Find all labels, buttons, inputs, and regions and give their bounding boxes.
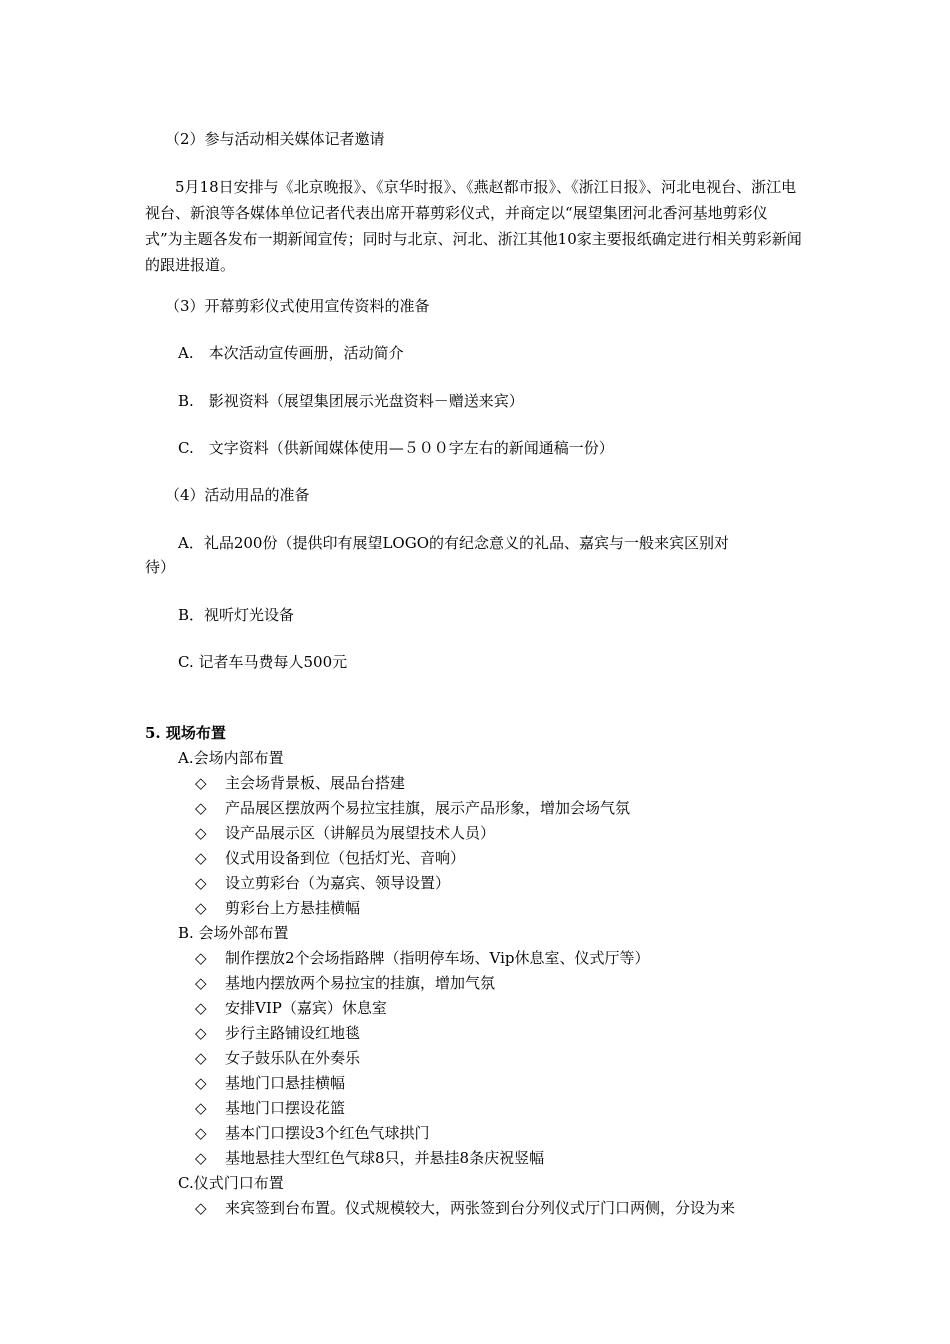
diamond-bullet-icon: ◇ — [195, 824, 207, 842]
diamond-bullet-icon: ◇ — [195, 1199, 207, 1217]
diamond-bullet-icon: ◇ — [195, 949, 207, 967]
item4-a-line1: A．礼品200份（提供印有展望LOGO的有纪念意义的礼品、嘉宾与一般来宾区别对 — [178, 534, 730, 552]
section5-c-heading: C.仪式门口布置 — [178, 1174, 284, 1192]
list-item-text: 设产品展示区（讲解员为展望技术人员） — [225, 824, 496, 842]
list-item-text: 制作摆放2个会场指路牌（指明停车场、Vip休息室、仪式厅等） — [225, 949, 650, 967]
list-item-text: 产品展区摆放两个易拉宝挂旗，展示产品形象，增加会场气氛 — [225, 799, 631, 817]
section5-c-item — [195, 1198, 735, 1218]
diamond-bullet-icon: ◇ — [195, 799, 207, 817]
list-item-text: 基地内摆放两个易拉宝的挂旗，增加气氛 — [225, 974, 496, 992]
section5-a-item — [195, 898, 360, 918]
diamond-bullet-icon: ◇ — [195, 1099, 207, 1117]
diamond-bullet-icon: ◇ — [195, 874, 207, 892]
item4-a-line2: 待） — [145, 558, 176, 576]
item3-list-a: A. 本次活动宣传画册，活动简介 — [178, 344, 404, 362]
section5-a-item — [195, 848, 465, 868]
section5-b-item — [195, 1023, 360, 1043]
item4-b: B．视听灯光设备 — [178, 606, 295, 624]
diamond-bullet-icon: ◇ — [195, 1074, 207, 1092]
diamond-bullet-icon: ◇ — [195, 1149, 207, 1167]
list-item-text: 基地悬挂大型红色气球8只，并悬挂8条庆祝竖幅 — [225, 1149, 545, 1167]
diamond-bullet-icon: ◇ — [195, 974, 207, 992]
list-item-text: 女子鼓乐队在外奏乐 — [225, 1049, 361, 1067]
section5-title: 5. 现场布置 — [145, 724, 226, 742]
item4-c: C. 记者车马费每人500元 — [178, 653, 348, 671]
list-item-text: 安排VIP（嘉宾）休息室 — [225, 999, 387, 1017]
diamond-bullet-icon: ◇ — [195, 1124, 207, 1142]
section5-b-heading: B. 会场外部布置 — [178, 924, 289, 942]
item3-list-b: B. 影视资料（展望集团展示光盘资料－赠送来宾） — [178, 392, 524, 410]
section5-b-item — [195, 973, 495, 993]
section5-b-item — [195, 1048, 360, 1068]
section5-b-item — [195, 1073, 345, 1093]
diamond-bullet-icon: ◇ — [195, 899, 207, 917]
list-item-text: 仪式用设备到位（包括灯光、音响） — [225, 849, 466, 867]
diamond-bullet-icon: ◇ — [195, 999, 207, 1017]
section5-a-item — [195, 823, 495, 843]
list-item-text: 步行主路铺设红地毯 — [225, 1024, 361, 1042]
item3-heading: （3）开幕剪彩仪式使用宣传资料的准备 — [165, 297, 430, 315]
section5-b-item — [195, 998, 387, 1018]
section5-b-item — [195, 1098, 345, 1118]
list-item-text: 基地门口悬挂横幅 — [225, 1074, 346, 1092]
list-item-text: 基本门口摆设3个红色气球拱门 — [225, 1124, 430, 1142]
item3-list-c: C. 文字资料（供新闻媒体使用—５００字左右的新闻通稿一份） — [178, 439, 614, 457]
diamond-bullet-icon: ◇ — [195, 849, 207, 867]
diamond-bullet-icon: ◇ — [195, 1049, 207, 1067]
section5-b-item — [195, 1123, 430, 1143]
list-item-text: 设立剪彩台（为嘉宾、领导设置） — [225, 874, 451, 892]
list-item-text: 主会场背景板、展品台搭建 — [225, 774, 406, 792]
section5-b-item — [195, 1148, 544, 1168]
item2-heading: （2）参与活动相关媒体记者邀请 — [165, 130, 385, 148]
item2-body — [145, 174, 805, 278]
list-item-text: 基地门口摆设花篮 — [225, 1099, 346, 1117]
list-item-text: 剪彩台上方悬挂横幅 — [225, 899, 361, 917]
section5-a-item — [195, 873, 450, 893]
list-item-text: 来宾签到台布置。仪式规模较大，两张签到台分列仪式厅门口两侧，分设为来 — [225, 1199, 736, 1217]
diamond-bullet-icon: ◇ — [195, 774, 207, 792]
section5-a-item — [195, 773, 405, 793]
section5-a-heading: A.会场内部布置 — [178, 749, 284, 767]
section5-a-item — [195, 798, 630, 818]
item2-body-text: 5月18日安排与《北京晚报》、《京华时报》、《燕赵都市报》、《浙江日报》、河北电视台、浙江电视台、新浪等各媒体单位记者代表出席开幕剪彩仪式，并商定以“展望集团河北香河基地剪彩仪式”为主题各发布一期新闻宣传；同时与北京、河北、浙江其他10家主要报纸确定进行相关剪彩新闻的跟进报道。 — [145, 178, 802, 274]
item4-heading: （4）活动用品的准备 — [165, 486, 310, 504]
section5-b-item — [195, 948, 650, 968]
diamond-bullet-icon: ◇ — [195, 1024, 207, 1042]
